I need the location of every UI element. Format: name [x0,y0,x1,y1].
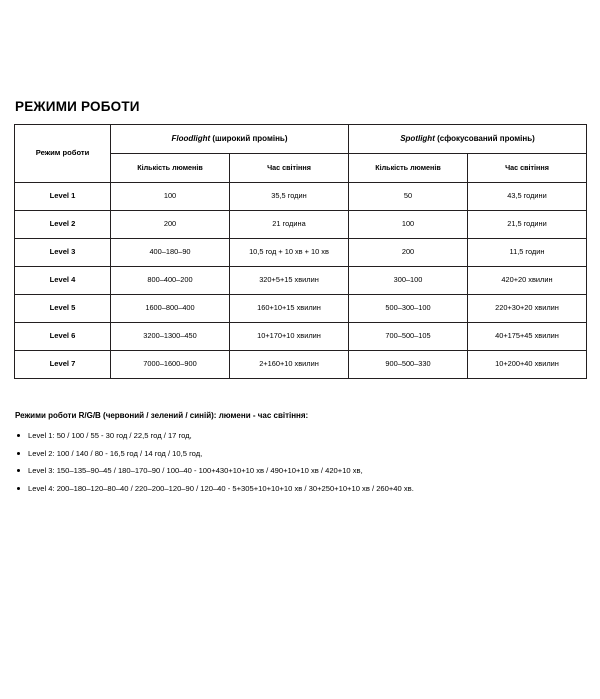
row-spot-time: 220+30+20 хвилин [468,295,587,323]
row-spot-time: 420+20 хвилин [468,267,587,295]
row-level: Level 7 [15,351,111,379]
rgb-notes-section [14,411,586,493]
row-spot-lumens: 500–300–100 [349,295,468,323]
table-row [15,183,587,211]
table-row [15,351,587,379]
row-spot-lumens: 300–100 [349,267,468,295]
row-flood-lumens: 800–400–200 [111,267,230,295]
row-flood-time: 35,5 годин [230,183,349,211]
rgb-notes-title: Режими роботи R/G/B (червоний / зелений / синій): люмени - час світіння: [15,411,309,420]
table-row [15,239,587,267]
list-item: Level 2: 100 / 140 / 80 - 16,5 год / 14 год / 10,5 год, [15,449,586,458]
row-spot-lumens: 200 [349,239,468,267]
row-spot-lumens: 50 [349,183,468,211]
document-page [0,99,600,699]
table-subheader-flood-time: Час світіння [230,154,349,183]
row-flood-time: 2+160+10 хвилин [230,351,349,379]
row-flood-time: 10+170+10 хвилин [230,323,349,351]
row-spot-time: 11,5 годин [468,239,587,267]
row-flood-time: 160+10+15 хвилин [230,295,349,323]
row-flood-lumens: 200 [111,211,230,239]
group-name-spotlight: Spotlight [400,134,435,144]
row-level: Level 6 [15,323,111,351]
row-spot-lumens: 900–500–330 [349,351,468,379]
row-level: Level 4 [15,267,111,295]
modes-table [14,124,587,379]
table-subheader-flood-lumens: Кількість люменів [111,154,230,183]
row-flood-lumens: 3200–1300–450 [111,323,230,351]
table-row [15,211,587,239]
list-item: Level 3: 150–135–90–45 / 180–170–90 / 100–40 - 100+430+10+10 хв / 490+10+10 хв / 420+10 хв, [15,466,586,475]
rgb-notes-list [15,431,586,493]
row-flood-time: 10,5 год + 10 хв + 10 хв [230,239,349,267]
table-subheader-spot-time: Час світіння [468,154,587,183]
row-level: Level 3 [15,239,111,267]
row-spot-lumens: 700–500–105 [349,323,468,351]
row-spot-time: 21,5 години [468,211,587,239]
group-name-floodlight: Floodlight [171,134,211,144]
row-flood-time: 320+5+15 хвилин [230,267,349,295]
row-flood-lumens: 1600–800–400 [111,295,230,323]
table-group-header-floodlight [111,125,349,154]
table-row [15,295,587,323]
table-subheader-spot-lumens: Кількість люменів [349,154,468,183]
table-header-row-groups [15,125,587,154]
row-spot-time: 10+200+40 хвилин [468,351,587,379]
row-level: Level 2 [15,211,111,239]
row-flood-lumens: 100 [111,183,230,211]
group-note-spotlight: (сфокусований промінь) [437,134,535,144]
row-level: Level 1 [15,183,111,211]
row-flood-lumens: 7000–1600–900 [111,351,230,379]
list-item: Level 1: 50 / 100 / 55 - 30 год / 22,5 год / 17 год, [15,431,586,440]
table-corner-header: Режим роботи [15,125,111,183]
row-spot-time: 43,5 години [468,183,587,211]
row-spot-lumens: 100 [349,211,468,239]
row-level: Level 5 [15,295,111,323]
row-flood-lumens: 400–180–90 [111,239,230,267]
list-item: Level 4: 200–180–120–80–40 / 220–200–120–90 / 120–40 - 5+305+10+10+10 хв / 30+250+10+10 хв / 260+40 хв. [15,484,586,493]
row-flood-time: 21 година [230,211,349,239]
row-spot-time: 40+175+45 хвилин [468,323,587,351]
table-group-header-spotlight [349,125,587,154]
table-row [15,267,587,295]
page-title: РЕЖИМИ РОБОТИ [15,99,140,114]
table-row [15,323,587,351]
group-note-floodlight: (широкий промінь) [212,134,288,144]
